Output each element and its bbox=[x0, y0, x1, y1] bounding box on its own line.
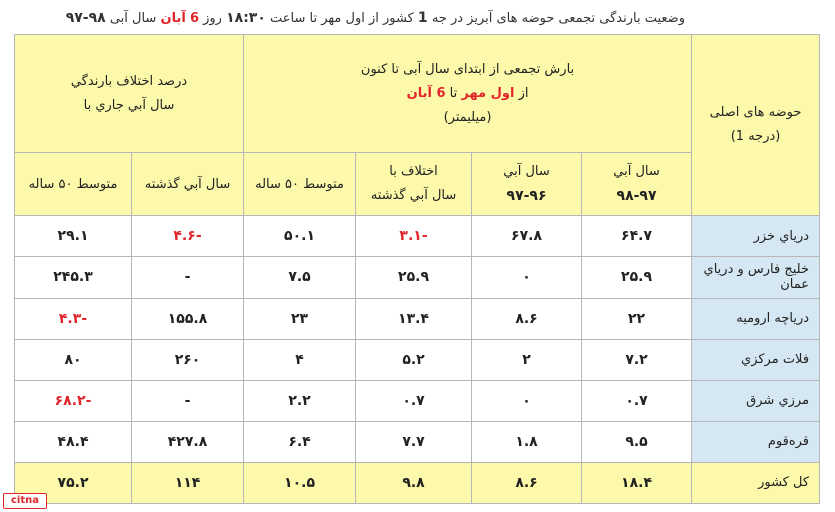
value-current: ۷.۲ bbox=[582, 339, 692, 380]
value-pct-avg50: -۶۸.۲ bbox=[15, 380, 132, 421]
value-pct-previous: - bbox=[132, 257, 244, 298]
table-row bbox=[15, 298, 820, 339]
value-previous: ۰ bbox=[472, 380, 582, 421]
value-pct-avg50: ۸۰ bbox=[15, 339, 132, 380]
value-diff-previous: ۱۳.۴ bbox=[356, 298, 472, 339]
value-diff-previous: ۷.۷ bbox=[356, 421, 472, 462]
citna-logo: citna bbox=[3, 493, 47, 509]
value-pct-previous: - bbox=[132, 380, 244, 421]
table-row bbox=[15, 339, 820, 380]
table-row bbox=[15, 421, 820, 462]
value-avg50: ۱۰.۵ bbox=[244, 462, 356, 503]
header-difference-percent: درصد اختلاف بارندگي سال آبي جاري با bbox=[15, 35, 244, 153]
value-current: ۰.۷ bbox=[582, 380, 692, 421]
value-current: ۲۲ bbox=[582, 298, 692, 339]
table-row bbox=[15, 257, 820, 298]
value-current: ۶۴.۷ bbox=[582, 216, 692, 257]
value-pct-avg50: ۲۹.۱ bbox=[15, 216, 132, 257]
value-avg50: ۷.۵ bbox=[244, 257, 356, 298]
value-avg50: ۶.۴ bbox=[244, 421, 356, 462]
value-pct-previous: ۱۱۴ bbox=[132, 462, 244, 503]
value-pct-avg50: -۴.۳ bbox=[15, 298, 132, 339]
header-pct-avg50: متوسط ۵۰ ساله bbox=[15, 153, 132, 216]
table-row bbox=[15, 380, 820, 421]
value-previous: ۱.۸ bbox=[472, 421, 582, 462]
value-diff-previous: -۳.۱ bbox=[356, 216, 472, 257]
value-pct-previous: ۲۶۰ bbox=[132, 339, 244, 380]
value-pct-avg50: ۴۸.۴ bbox=[15, 421, 132, 462]
value-previous: ۸.۶ bbox=[472, 462, 582, 503]
value-diff-previous: ۹.۸ bbox=[356, 462, 472, 503]
value-pct-previous: ۴۲۷.۸ bbox=[132, 421, 244, 462]
basin-name: مرزي شرق bbox=[692, 380, 820, 421]
value-pct-avg50: ۲۴۵.۳ bbox=[15, 257, 132, 298]
value-diff-previous: ۰.۷ bbox=[356, 380, 472, 421]
header-current-year: سال آبي ۹۸-۹۷ bbox=[582, 153, 692, 216]
basin-name: قره‌قوم bbox=[692, 421, 820, 462]
basin-name: خليج فارس و درياي عمان bbox=[692, 257, 820, 298]
basin-name: فلات مرکزي bbox=[692, 339, 820, 380]
value-diff-previous: ۲۵.۹ bbox=[356, 257, 472, 298]
header-pct-previous: سال آبي گذشته bbox=[132, 153, 244, 216]
basin-name: کل کشور bbox=[692, 462, 820, 503]
value-diff-previous: ۵.۲ bbox=[356, 339, 472, 380]
value-pct-previous: ۱۵۵.۸ bbox=[132, 298, 244, 339]
value-previous: ۸.۶ bbox=[472, 298, 582, 339]
value-current: ۲۵.۹ bbox=[582, 257, 692, 298]
basin-name: درياچه اروميه bbox=[692, 298, 820, 339]
value-pct-avg50: ۷۵.۲ bbox=[15, 462, 132, 503]
value-current: ۹.۵ bbox=[582, 421, 692, 462]
value-previous: ۰ bbox=[472, 257, 582, 298]
total-row bbox=[15, 462, 820, 503]
table-row bbox=[15, 216, 820, 257]
value-previous: ۲ bbox=[472, 339, 582, 380]
header-cumulative: بارش تجمعی از ابتدای سال آبی تا کنون از اول مهر تا 6 آبان (میلیمتر) bbox=[244, 35, 692, 153]
header-diff-previous: اختلاف با سال آبي گذشته bbox=[356, 153, 472, 216]
rainfall-table bbox=[14, 34, 820, 504]
value-current: ۱۸.۴ bbox=[582, 462, 692, 503]
value-avg50: ۵۰.۱ bbox=[244, 216, 356, 257]
value-avg50: ۴ bbox=[244, 339, 356, 380]
value-previous: ۶۷.۸ bbox=[472, 216, 582, 257]
header-avg50: متوسط ۵۰ ساله bbox=[244, 153, 356, 216]
value-avg50: ۲.۲ bbox=[244, 380, 356, 421]
value-pct-previous: -۴.۶ bbox=[132, 216, 244, 257]
page-title: وضعیت بارندگی تجمعی حوضه های آبریز در جه 1 کشور از اول مهر تا ساعت ۱۸:۳۰ روز 6 آبان سال آبی ۹۸-۹۷ bbox=[65, 10, 685, 26]
value-avg50: ۲۳ bbox=[244, 298, 356, 339]
basin-name: درياي خزر bbox=[692, 216, 820, 257]
header-basins: حوضه های اصلی (درجه 1) bbox=[692, 35, 820, 216]
header-previous-year: سال آبي ۹۷-۹۶ bbox=[472, 153, 582, 216]
